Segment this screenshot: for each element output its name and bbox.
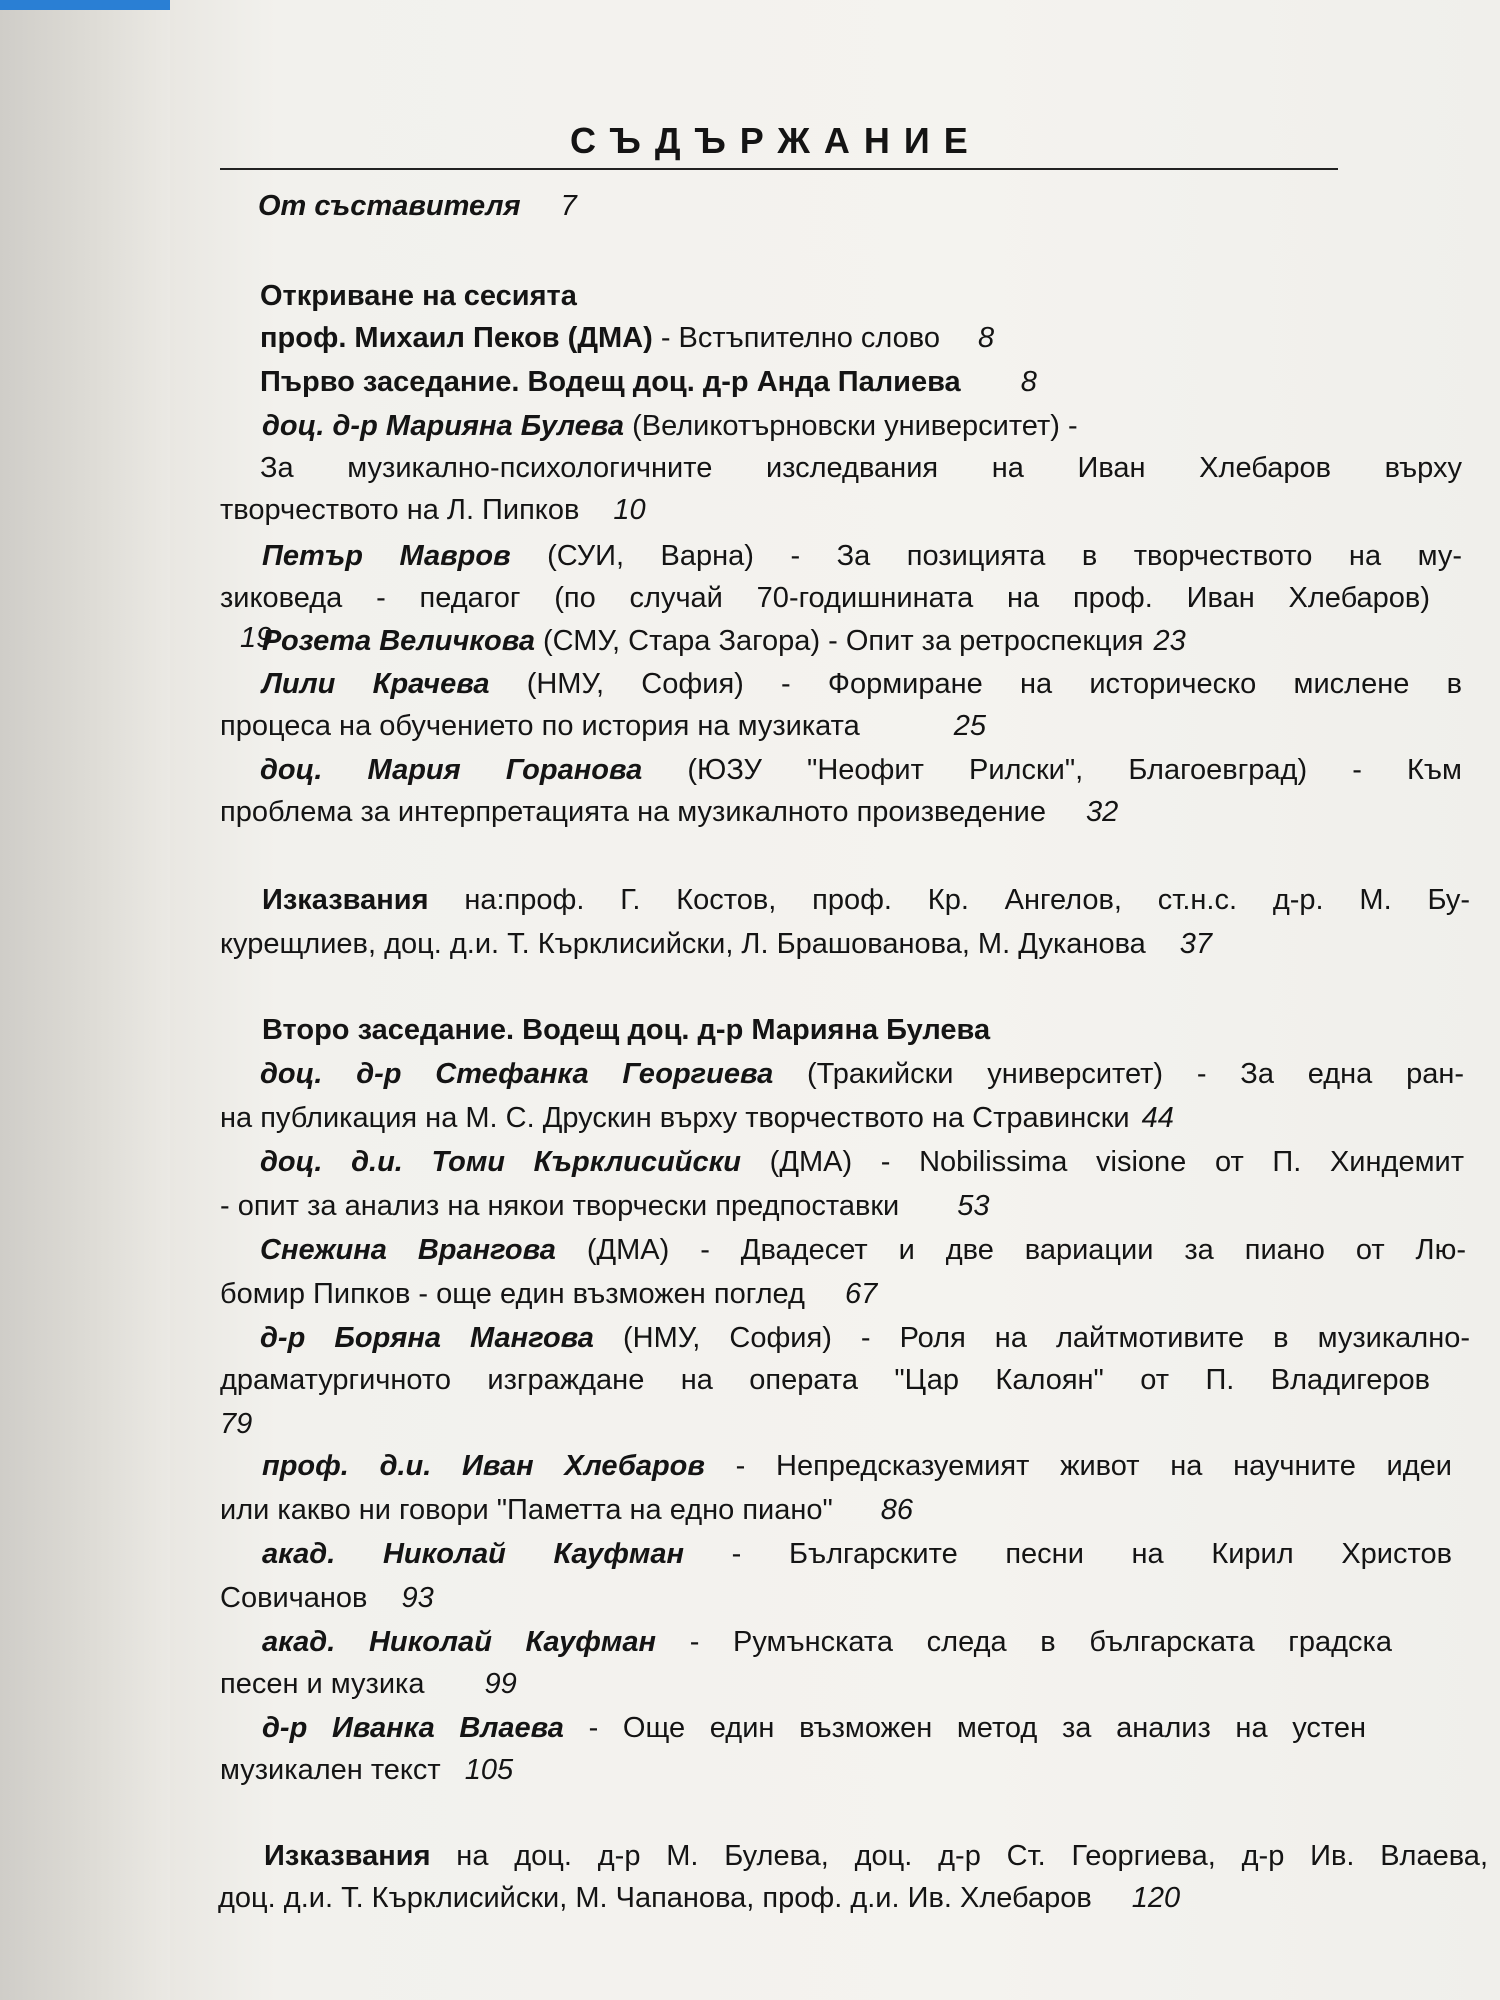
toc-entry-title: на:проф. Г. Костов, проф. Кр. Ангелов, ст.н.с. д-р. М. Бу- — [428, 884, 1470, 916]
toc-entry-title: бомир Пипков - още един възможен поглед — [220, 1278, 805, 1310]
toc-entry-author: Откриване на сесията — [260, 280, 577, 312]
toc-page-number: 8 — [978, 322, 995, 354]
toc-page-number: 23 — [1153, 625, 1186, 657]
toc-page-number: 99 — [484, 1668, 517, 1700]
toc-page-number: 8 — [1020, 366, 1037, 398]
toc-page-number: 53 — [957, 1190, 990, 1222]
toc-line — [220, 706, 1500, 746]
toc-entry-author: Второ заседание. Водещ доц. д-р Марияна Булева — [262, 1014, 991, 1046]
toc-page-number: 67 — [844, 1278, 878, 1310]
table-of-contents — [170, 0, 1500, 2000]
toc-entry-title: проблема за интерпретацията на музикалното произведение — [220, 796, 1046, 828]
toc-entry-text — [220, 1278, 805, 1310]
toc-entry-title: (Тракийски университет) - За една ран- — [773, 1058, 1464, 1090]
toc-entry-title: - Встъпително слово — [652, 322, 941, 354]
toc-entry-title: процеса на обучението по история на музиката — [220, 710, 860, 742]
toc-page-number: 120 — [1131, 1882, 1181, 1914]
toc-entry-author: проф. Михаил Пеков (ДМА) — [260, 322, 653, 354]
toc-entry-text — [262, 1708, 1366, 1748]
toc-line — [220, 1578, 1500, 1618]
toc-entry-title: (НМУ, София) - Роля на лайтмотивите в музикално- — [593, 1322, 1471, 1354]
toc-line — [260, 448, 1500, 488]
toc-entry-title: (ДМА) - Двадесет и две вариации за пиано от Лю- — [555, 1234, 1466, 1266]
toc-entry-author: Първо заседание. Водещ доц. д-р Анда Палиева — [260, 366, 961, 398]
toc-line — [262, 664, 1500, 704]
toc-line — [260, 1054, 1500, 1094]
toc-entry-text — [262, 1014, 990, 1046]
toc-entry-title: - Българските песни на Кирил Христов — [684, 1538, 1452, 1570]
toc-entry-title: зиковеда - педагог (по случай 70-годишнината на проф. Иван Хлебаров) — [220, 582, 1430, 614]
toc-entry-text — [260, 1230, 1466, 1270]
toc-entry-text — [262, 1446, 1452, 1486]
toc-page-number: 79 — [220, 1408, 253, 1440]
toc-entry-text — [262, 1622, 1392, 1662]
toc-line — [260, 750, 1500, 790]
toc-entry-text — [220, 710, 860, 742]
toc-entry-author: проф. д.и. Иван Хлебаров — [262, 1450, 705, 1482]
toc-entry-title: - опит за анализ на някои творчески предпоставки — [220, 1190, 900, 1222]
toc-entry-title: курещлиев, доц. д.и. Т. Кърклисийски, Л. Брашованова, М. Дуканова — [220, 928, 1146, 960]
toc-entry-title: (НМУ, София) - Формиране на историческо мислене в — [489, 668, 1462, 700]
toc-line — [262, 1534, 1500, 1574]
toc-entry-text — [260, 280, 577, 312]
toc-line — [260, 362, 1500, 402]
toc-page-number: 10 — [613, 494, 646, 526]
toc-entry-text — [264, 1836, 1488, 1876]
toc-page-number: 32 — [1086, 796, 1119, 828]
toc-line — [262, 1010, 1500, 1050]
toc-entry-text — [220, 1754, 441, 1786]
toc-entry-author: Петър Мавров — [262, 540, 511, 572]
toc-line — [220, 1274, 1500, 1314]
toc-entry-author: От съставителя — [258, 190, 521, 222]
toc-entry-title: Совичанов — [220, 1582, 368, 1614]
toc-entry-author: акад. Николай Кауфман — [262, 1626, 657, 1658]
toc-entry-title: на публикация на М. С. Друскин върху творчеството на Стравински — [220, 1102, 1130, 1134]
toc-entry-text — [260, 750, 1462, 790]
toc-entry-text — [218, 1882, 1092, 1914]
toc-entry-title: драматургичното изграждане на операта "Цар Калоян" от П. Владигеров — [220, 1364, 1430, 1396]
toc-entry-author: Снежина Врангова — [260, 1234, 556, 1266]
toc-line — [260, 1318, 1500, 1358]
toc-entry-text — [220, 1360, 1430, 1400]
toc-entry-author: д-р Иванка Влаева — [262, 1712, 564, 1744]
toc-entry-text — [260, 1142, 1464, 1182]
toc-entry-text — [260, 1054, 1464, 1094]
toc-entry-author: Розета Величкова — [262, 625, 535, 657]
toc-entry-title: доц. д.и. Т. Кърклисийски, М. Чапанова, проф. д.и. Ив. Хлебаров — [218, 1882, 1092, 1914]
page — [170, 0, 1500, 2000]
toc-entry-text — [262, 536, 1462, 576]
toc-entry-title: или какво ни говори "Паметта на едно пиано" — [220, 1494, 833, 1526]
toc-entry-text — [220, 1668, 425, 1700]
toc-entry-title: (Великотърновски университет) - — [624, 410, 1078, 442]
toc-page-number: 93 — [401, 1582, 434, 1614]
toc-entry-text — [262, 1534, 1452, 1574]
toc-line — [262, 406, 1500, 446]
toc-line — [262, 880, 1500, 920]
toc-line — [220, 1664, 1500, 1704]
toc-line — [262, 1446, 1500, 1486]
toc-entry-title: творчеството на Л. Пипков — [220, 494, 580, 526]
toc-line — [220, 924, 1500, 964]
toc-entry-text — [258, 190, 521, 222]
toc-entry-text — [262, 880, 1470, 920]
toc-line — [264, 1836, 1500, 1876]
toc-entry-author: доц. д-р Марияна Булева — [262, 410, 625, 442]
toc-page-number: 105 — [464, 1754, 514, 1786]
toc-line — [262, 536, 1500, 576]
toc-entry-text — [262, 410, 1078, 442]
book-spine-shadow — [0, 0, 170, 2000]
toc-line — [260, 276, 1500, 316]
toc-entry-text — [220, 1102, 1130, 1134]
toc-entry-text — [260, 448, 1462, 488]
toc-line — [220, 490, 1500, 530]
toc-entry-text — [262, 664, 1462, 704]
toc-entry-author: Изказвания — [262, 884, 429, 916]
toc-entry-text — [220, 494, 579, 526]
toc-line — [220, 792, 1500, 832]
toc-entry-text — [220, 1494, 833, 1526]
toc-line — [220, 1490, 1500, 1530]
toc-line — [262, 621, 1500, 661]
toc-page-number: 25 — [953, 710, 987, 742]
toc-entry-text — [260, 366, 961, 398]
toc-line — [220, 1404, 1500, 1444]
toc-entry-author: Изказвания — [264, 1840, 431, 1872]
toc-entry-author: Лили Крачева — [262, 668, 490, 700]
toc-entry-title: (СМУ, Стара Загора) - Опит за ретроспекция — [534, 625, 1144, 657]
toc-line — [260, 1142, 1500, 1182]
toc-entry-text — [220, 1582, 367, 1614]
toc-line — [260, 1230, 1500, 1270]
toc-line — [262, 1622, 1500, 1662]
toc-line — [218, 1878, 1500, 1918]
toc-line — [220, 1186, 1500, 1226]
toc-entry-text — [220, 796, 1046, 828]
toc-entry-title: (ЮЗУ "Неофит Рилски", Благоевград) - Към — [642, 754, 1462, 786]
toc-entry-author: доц. д-р Стефанка Георгиева — [260, 1058, 774, 1090]
toc-entry-text — [262, 625, 1144, 657]
toc-page-number: 86 — [880, 1494, 914, 1526]
toc-line — [260, 318, 1500, 358]
toc-entry-title: - Още един възможен метод за анализ на устен — [563, 1712, 1367, 1744]
toc-entry-text — [260, 322, 940, 354]
toc-entry-title: песен и музика — [220, 1668, 425, 1700]
toc-entry-author: акад. Николай Кауфман — [262, 1538, 684, 1570]
toc-entry-author: доц. д.и. Томи Кърклисийски — [260, 1146, 741, 1178]
toc-page-number: 19 — [240, 622, 273, 654]
toc-entry-title: (СУИ, Варна) - За позицията в творчеството на му- — [510, 540, 1462, 572]
toc-page-number: 44 — [1141, 1102, 1174, 1134]
toc-entry-text — [220, 578, 1430, 618]
toc-page-number: 37 — [1179, 928, 1213, 960]
page-title: СЪДЪРЖАНИЕ — [570, 120, 982, 161]
toc-entry-text — [220, 928, 1146, 960]
toc-line — [258, 186, 1500, 226]
toc-line — [220, 1750, 1500, 1790]
toc-entry-title: - Непредсказуемият живот на научните идеи — [704, 1450, 1452, 1482]
toc-entry-author: доц. Мария Горанова — [260, 754, 643, 786]
toc-entry-title: музикален текст — [220, 1754, 441, 1786]
toc-entry-title: (ДМА) - Nobilissima visione от П. Хиндемит — [741, 1146, 1464, 1178]
toc-entry-author: д-р Боряна Мангова — [260, 1322, 594, 1354]
toc-line — [220, 1360, 1500, 1400]
toc-line — [220, 1098, 1500, 1138]
toc-page-number: 7 — [560, 190, 577, 222]
toc-line — [262, 1708, 1500, 1748]
toc-entry-title: - Румънската следа в българската градска — [656, 1626, 1392, 1658]
toc-entry-text — [220, 1190, 899, 1222]
toc-entry-title: За музикално-психологичните изследвания на Иван Хлебаров върху — [260, 452, 1462, 484]
toc-entry-text — [260, 1318, 1470, 1358]
toc-entry-title: на доц. д-р М. Булева, доц. д-р Ст. Георгиева, д-р Ив. Влаева, — [430, 1840, 1488, 1872]
